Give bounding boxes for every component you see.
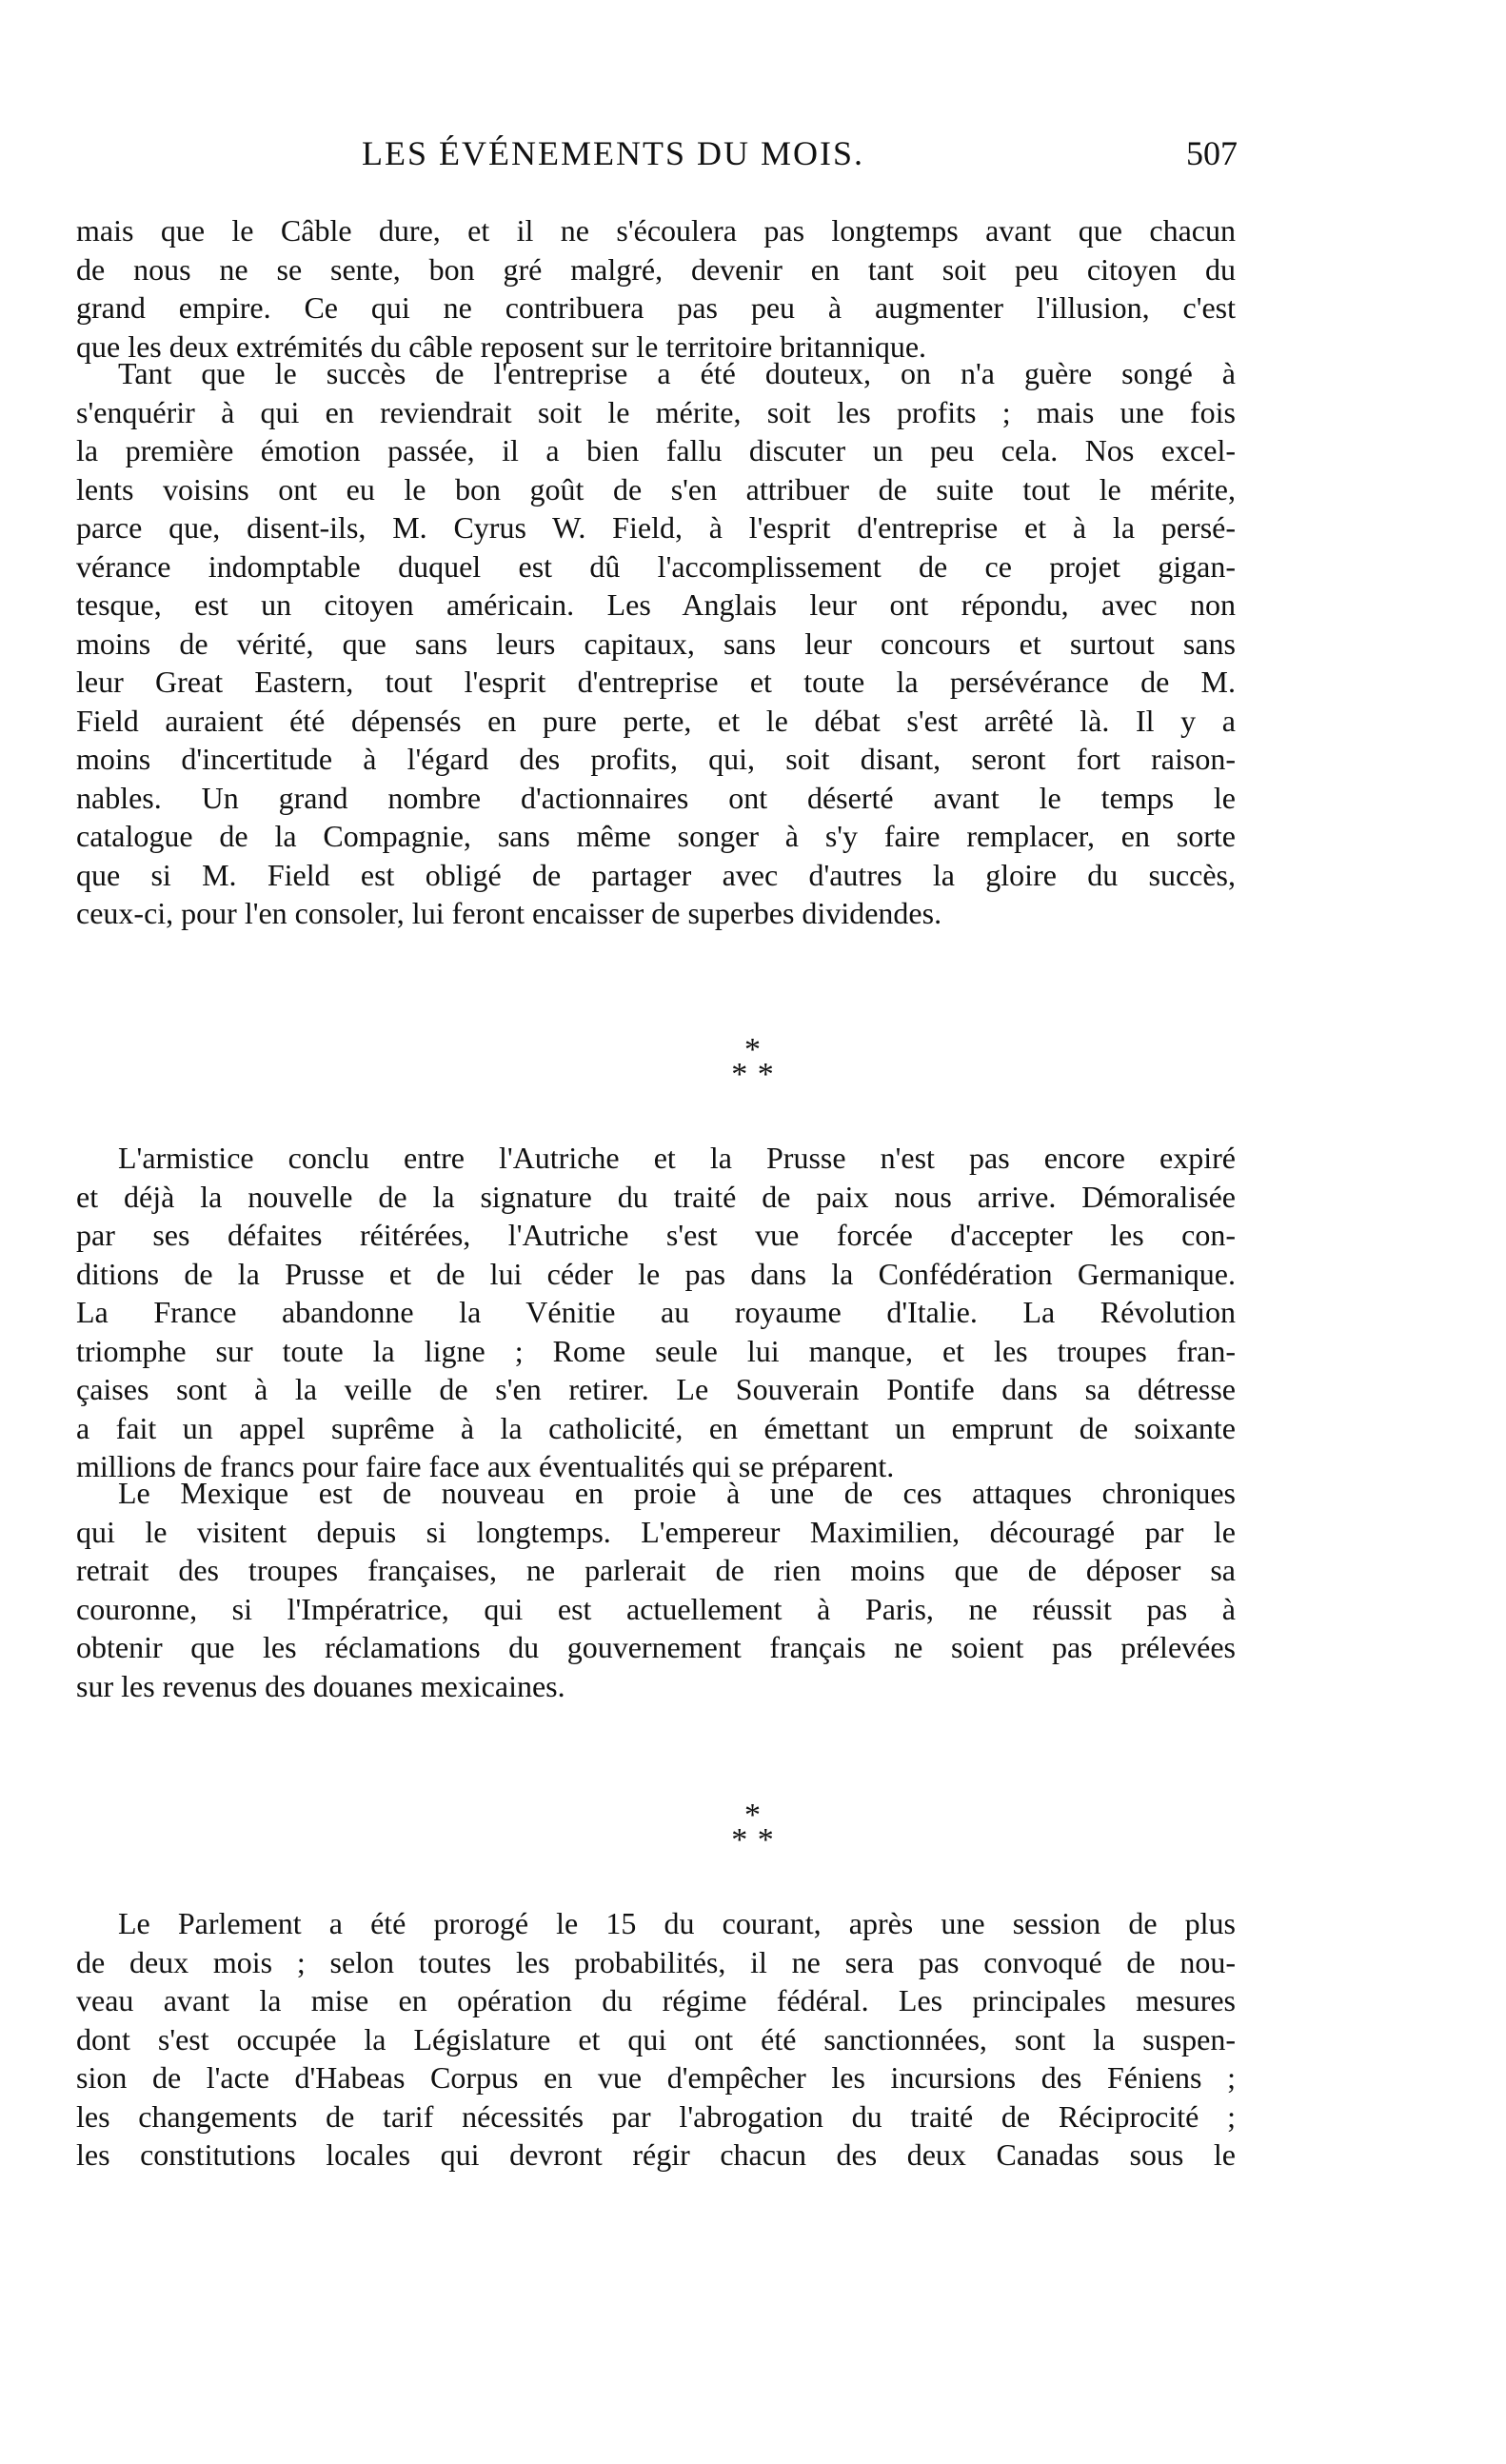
text-line: dont s'est occupée la Législature et qui ont été sanctionnées, sont la suspen- [76, 2021, 1236, 2057]
section-separator [0, 1792, 1506, 1857]
asterism-bottom-stars: * * [731, 1822, 775, 1858]
text-line: obtenir que les réclamations du gouvernement français ne soient pas prélevées [76, 1630, 1236, 1664]
paragraph-armistice [76, 1139, 1236, 1486]
text-line: La France abandonne la Vénitie au royaume d'Italie. La Révolution [76, 1295, 1236, 1329]
text-line: L'armistice conclu entre l'Autriche et la Prusse n'est pas encore expiré [118, 1141, 1236, 1175]
paragraph-mexico [76, 1474, 1236, 1705]
text-line: moins d'incertitude à l'égard des profits, qui, soit disant, seront fort raison- [76, 742, 1236, 776]
text-line: catalogue de la Compagnie, sans même songer à s'y faire remplacer, en sorte [76, 819, 1236, 853]
text-line: lents voisins ont eu le bon goût de s'en attribuer de suite tout le mérite, [76, 471, 1236, 507]
text-line: a fait un appel suprême à la catholicité, en émettant un emprunt de soixante [76, 1410, 1236, 1445]
page-number: 507 [1186, 134, 1238, 172]
text-line: Le Mexique est de nouveau en proie à une de ces attaques chroniques [118, 1476, 1236, 1510]
text-line: les changements de tarif nécessités par l'abrogation du traité de Réciprocité ; [76, 2098, 1236, 2134]
text-line: veau avant la mise en opération du régime fédéral. Les principales mesures [76, 1983, 1236, 2017]
text-line: ceux-ci, pour l'en consoler, lui feront encaisser de superbes dividendes. [76, 896, 942, 930]
asterism-top-star: * [744, 1032, 762, 1067]
asterism-top-star: * [744, 1798, 762, 1833]
paragraph-parliament [76, 1904, 1236, 2175]
paragraph-cable-merit [76, 354, 1236, 933]
text-line: et déjà la nouvelle de la signature du traité de paix nous arrive. Démoralisée [76, 1179, 1236, 1214]
text-line: de deux mois ; selon toutes les probabilités, il ne sera pas convoqué de nou- [76, 1944, 1236, 1979]
text-line: leur Great Eastern, tout l'esprit d'entreprise et toute la persévérance de M. [76, 665, 1236, 699]
text-line: ditions de la Prusse et de lui céder le pas dans la Confédération Germanique. [76, 1256, 1236, 1291]
paragraph-cable-continuation [76, 211, 1236, 366]
text-line: de nous ne se sente, bon gré malgré, devenir en tant soit peu citoyen du [76, 251, 1236, 287]
text-line: triomphe sur toute la ligne ; Rome seule lui manque, et les troupes fran- [76, 1333, 1236, 1368]
text-line: grand empire. Ce qui ne contribuera pas peu à augmenter l'illusion, c'est [76, 290, 1236, 325]
text-line: qui le visitent depuis si longtemps. L'empereur Maximilien, découragé par le [76, 1514, 1236, 1549]
text-line: moins de vérité, que sans leurs capitaux, sans leur concours et surtout sans [76, 626, 1236, 661]
text-line: les constitutions locales qui devront régir chacun des deux Canadas sous le [76, 2137, 1236, 2172]
text-line: couronne, si l'Impératrice, qui est actuellement à Paris, ne réussit pas à [76, 1591, 1236, 1626]
text-line: vérance indomptable duquel est dû l'accomplissement de ce projet gigan- [76, 548, 1236, 584]
text-line: sur les revenus des douanes mexicaines. [76, 1668, 565, 1703]
text-line: mais que le Câble dure, et il ne s'écoulera pas longtemps avant que chacun [76, 213, 1236, 248]
text-line: que si M. Field est obligé de partager avec d'autres la gloire du succès, [76, 857, 1236, 892]
text-line: Le Parlement a été prorogé le 15 du courant, après une session de plus [118, 1906, 1236, 1940]
running-head: LES ÉVÉNEMENTS DU MOIS. [362, 134, 864, 172]
asterism-bottom-stars: * * [731, 1057, 775, 1092]
text-line: que les deux extrémités du câble reposent sur le territoire britannique. [76, 328, 927, 364]
text-line: nables. Un grand nombre d'actionnaires ont déserté avant le temps le [76, 780, 1236, 815]
text-line: çaises sont à la veille de s'en retirer. Le Souverain Pontife dans sa détresse [76, 1372, 1236, 1406]
text-line: par ses défaites réitérées, l'Autriche s'est vue forcée d'accepter les con- [76, 1218, 1236, 1252]
text-line: Tant que le succès de l'entreprise a été douteux, on n'a guère songé à [118, 356, 1236, 390]
text-line: la première émotion passée, il a bien fallu discuter un peu cela. Nos excel- [76, 433, 1236, 467]
text-line: tesque, est un citoyen américain. Les Anglais leur ont répondu, avec non [76, 587, 1236, 622]
page-header [76, 133, 1238, 181]
text-line: Field auraient été dépensés en pure perte, et le débat s'est arrêté là. Il y a [76, 703, 1236, 738]
text-line: retrait des troupes françaises, ne parlerait de rien moins que de déposer sa [76, 1553, 1236, 1587]
text-line: sion de l'acte d'Habeas Corpus en vue d'empêcher les incursions des Féniens ; [76, 2060, 1236, 2095]
text-line: parce que, disent-ils, M. Cyrus W. Field, à l'esprit d'entreprise et à la persé- [76, 510, 1236, 545]
section-separator [0, 1026, 1506, 1091]
text-line: millions de francs pour faire face aux éventualités qui se préparent. [76, 1449, 895, 1483]
text-line: s'enquérir à qui en reviendrait soit le mérite, soit les profits ; mais une fois [76, 394, 1236, 429]
